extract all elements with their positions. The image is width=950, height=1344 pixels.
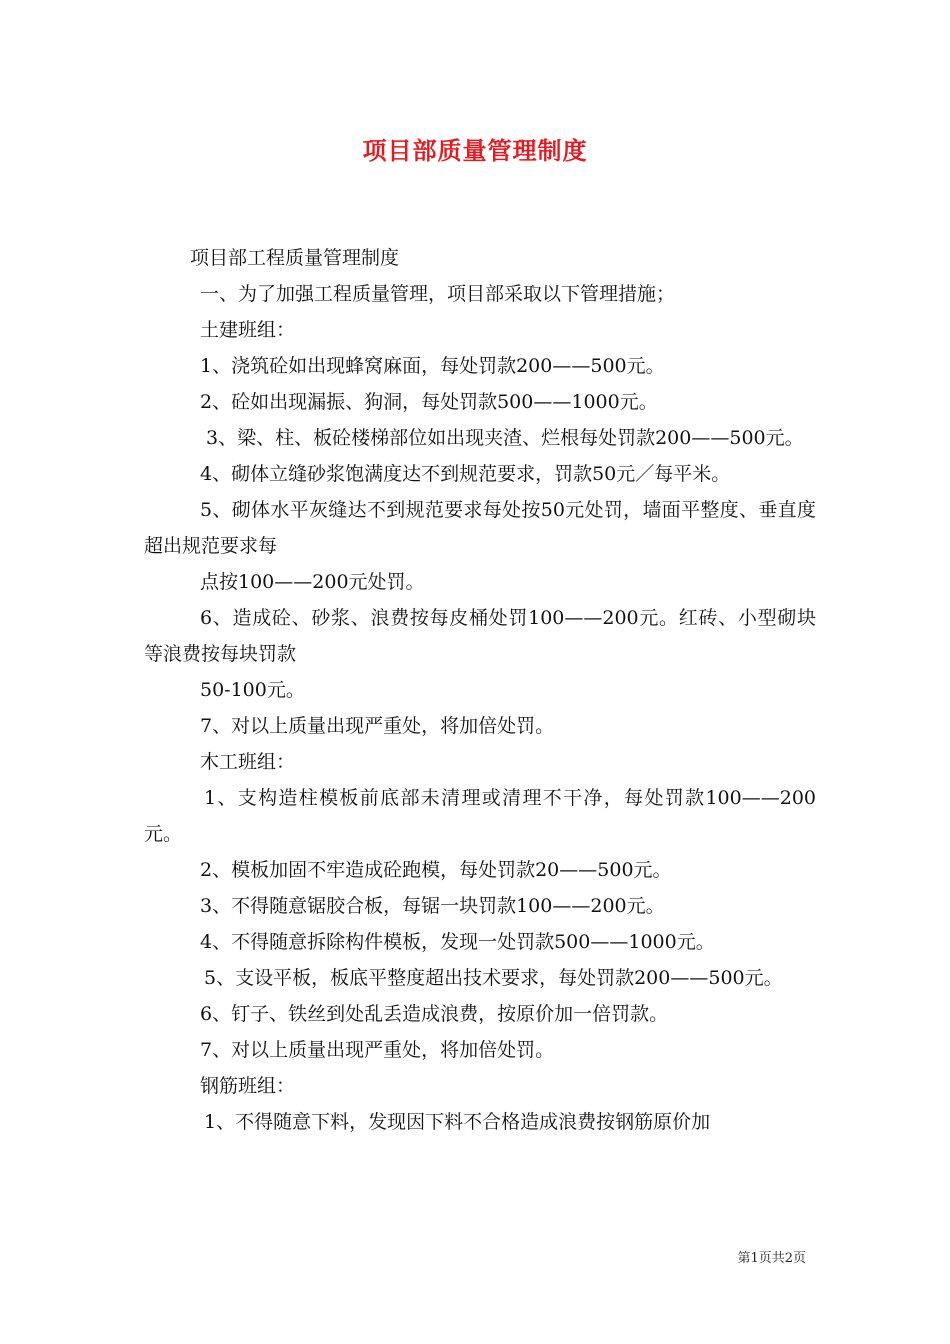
list-item: 3、梁、柱、板砼楼梯部位如出现夹渣、烂根每处罚款200——500元。 [206,427,804,449]
document-title: 项目部质量管理制度 [362,136,588,165]
intro-paragraph: 一、为了加强工程质量管理，项目部采取以下管理措施； [200,283,676,305]
list-item: 1、浇筑砼如出现蜂窝麻面，每处罚款200——500元。 [200,355,665,377]
document-body [144,240,816,1140]
section-heading-gangjin: 钢筋班组： [200,1075,296,1097]
subtitle: 项目部工程质量管理制度 [190,247,400,269]
list-item-continuation: 50-100元。 [200,679,305,701]
list-item: 5、支设平板，板底平整度超出技术要求，每处罚款200——500元。 [204,967,783,989]
list-item: 4、砌体立缝砂浆饱满度达不到规范要求，罚款50元／每平米。 [200,463,731,485]
list-item: 2、模板加固不牢造成砼跑模，每处罚款20——500元。 [200,859,672,881]
section-heading-mugong: 木工班组： [200,751,296,773]
list-item: 4、不得随意拆除构件模板，发现一处罚款500——1000元。 [200,931,715,953]
list-item: 5、砌体水平灰缝达不到规范要求每处按50元处罚，墙面平整度、垂直度超出规范要求每 [144,499,816,557]
section-heading-tujian: 土建班组： [200,319,296,341]
list-item: 3、不得随意锯胶合板，每锯一块罚款100——200元。 [200,895,665,917]
list-item-continuation: 点按100——200元处罚。 [200,571,425,593]
list-item: 1、不得随意下料，发现因下料不合格造成浪费按钢筋原价加 [204,1111,711,1133]
list-item: 7、对以上质量出现严重处，将加倍处罚。 [200,1039,555,1061]
list-item: 1、支构造柱模板前底部未清理或清理不干净，每处罚款100——200元。 [144,787,816,845]
list-item: 2、砼如出现漏振、狗洞，每处罚款500——1000元。 [200,391,658,413]
list-item: 6、造成砼、砂浆、浪费按每皮桶处罚100——200元。红砖、小型砌块等浪费按每块罚款 [144,607,816,665]
page-number: 第1页共2页 [737,1251,806,1266]
list-item: 6、钉子、铁丝到处乱丢造成浪费，按原价加一倍罚款。 [200,1003,669,1025]
list-item: 7、对以上质量出现严重处，将加倍处罚。 [200,715,555,737]
